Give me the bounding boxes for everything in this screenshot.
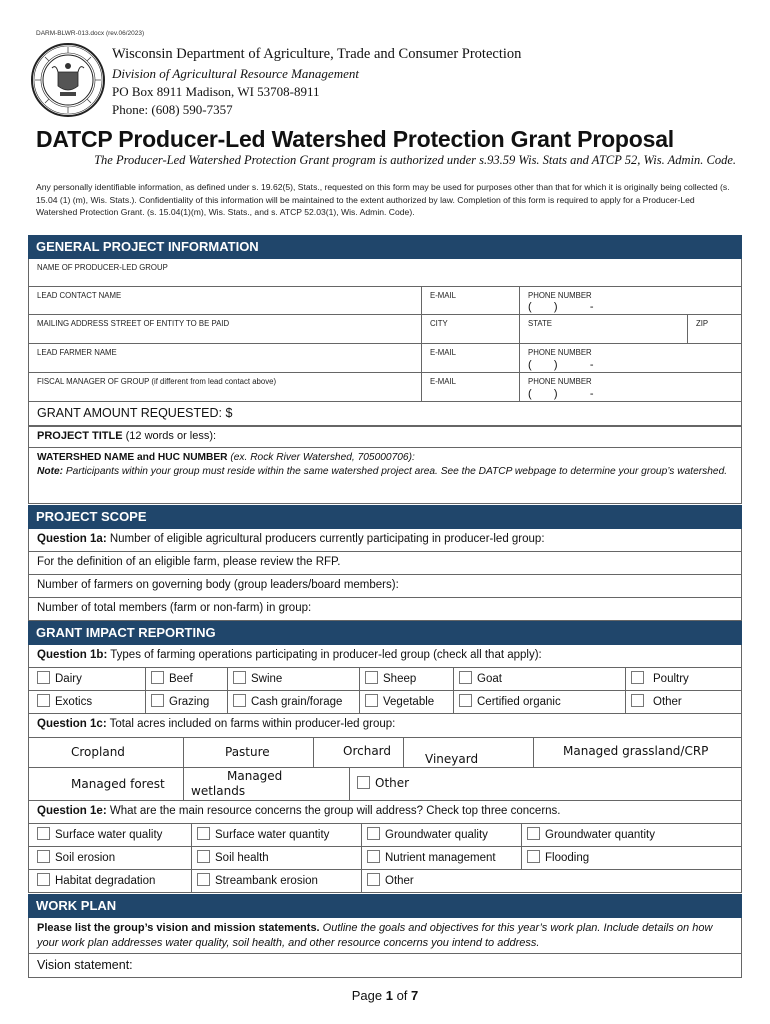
note-text: Participants within your group must reside within the same watershed project area. See the DATCP webpage to determine your group’s watershed. <box>63 466 728 477</box>
checkbox-icon <box>459 694 472 707</box>
checkbox-label: Sheep <box>383 673 417 685</box>
concerns-row-2 <box>28 847 742 870</box>
page-number <box>0 988 770 1003</box>
checkbox-flooding[interactable] <box>527 850 589 864</box>
checkbox-label: Swine <box>251 673 283 685</box>
q1b-row <box>28 645 742 668</box>
workplan-prompt-italic: Outline the goals and objectives for this year’s work plan. Include details on how your work plan addresses water quality, soil health, and other resource concerns you intend to address. <box>37 922 713 949</box>
q1e-label <box>37 805 561 817</box>
checkbox-icon <box>197 850 210 863</box>
grant-amount-field[interactable] <box>28 402 742 426</box>
acres-cropland-label: Cropland <box>71 745 125 759</box>
checkbox-label: Beef <box>169 673 193 685</box>
vision-statement-label: Vision statement: <box>37 958 133 972</box>
rfp-note-row <box>28 552 742 575</box>
current-page: 1 <box>385 988 393 1003</box>
checkbox-vegetable[interactable] <box>365 694 434 708</box>
checkbox-icon <box>151 694 164 707</box>
workplan-prompt-row <box>28 918 742 954</box>
email-label: E-MAIL <box>430 377 456 386</box>
state-seal-logo <box>30 42 106 118</box>
acres-orchard-label: Orchard <box>343 744 392 758</box>
q1e-row <box>28 801 742 824</box>
workplan-prompt <box>37 921 735 951</box>
checkbox-icon <box>631 671 644 684</box>
lead-farmer-row <box>28 344 742 373</box>
total-members-field[interactable] <box>28 598 742 621</box>
project-title-rest: (12 words or less): <box>122 430 217 442</box>
q1e-bold: Question 1e: <box>37 805 107 817</box>
checkbox-groundwater-quantity[interactable] <box>527 827 655 841</box>
checkbox-icon <box>365 671 378 684</box>
checkbox-icon <box>365 694 378 707</box>
checkbox-label: Soil erosion <box>55 852 116 864</box>
checkbox-icon <box>527 827 540 840</box>
concerns-row-1 <box>28 824 742 847</box>
fiscal-manager-email-field[interactable] <box>421 373 519 401</box>
governing-body-label: Number of farmers on governing body (group leaders/board members): <box>37 579 399 591</box>
checkbox-other-concern[interactable] <box>367 873 414 887</box>
checkbox-swine[interactable] <box>233 671 282 685</box>
acres-pasture-label: Pasture <box>225 745 270 759</box>
watershed-label <box>37 451 733 479</box>
page-of: of <box>392 988 412 1003</box>
q1b-text: Types of farming operations participating in producer-led group (check all that apply): <box>107 649 542 661</box>
checkbox-icon <box>233 694 246 707</box>
checkbox-surface-water-quantity[interactable] <box>197 827 329 841</box>
checkbox-grazing[interactable] <box>151 694 209 708</box>
checkbox-icon <box>357 776 370 789</box>
acres-forest-label: Managed forest <box>71 777 165 791</box>
checkbox-icon <box>459 671 472 684</box>
mailing-address-row <box>28 315 742 344</box>
privacy-notice: Any personally identifiable information, as defined under s. 19.62(5), Stats., requested on this form may be used for purposes other than that for which it is originally being collected (s. 15.04 (1) (m), Wis. Stats.). Confidentiality of this information will be maintained to the extent authorized by law. Completion of this form is required to apply for a Producer-Led Watershed Protection Grant. (s. 15.04(1)(m), Wis. Stats., and s. ATCP 52.03(1), Wis. Admin. Code). <box>36 182 730 217</box>
section-workplan-heading: WORK PLAN <box>28 894 742 918</box>
checkbox-nutrient-management[interactable] <box>367 850 496 864</box>
q1c-text: Total acres included on farms within producer-led group: <box>106 718 396 730</box>
acres-row-1 <box>28 738 742 768</box>
lead-farmer-email-field[interactable] <box>421 344 519 372</box>
acres-other-checkbox[interactable] <box>357 776 409 790</box>
checkbox-exotics[interactable] <box>37 694 92 708</box>
checkbox-certified-organic[interactable] <box>459 694 561 708</box>
checkbox-label: Cash grain/forage <box>251 696 343 708</box>
phone-blank: ( ) - <box>528 301 596 313</box>
checkbox-label: Certified organic <box>477 696 561 708</box>
checkbox-icon <box>367 873 380 886</box>
page-title: DATCP Producer-Led Watershed Protection Grant Proposal <box>36 126 674 152</box>
checkbox-icon <box>367 827 380 840</box>
agency-phone: Phone: (608) 590-7357 <box>112 102 233 117</box>
lead-contact-row <box>28 287 742 315</box>
phone-label: PHONE NUMBER <box>528 377 592 386</box>
email-label: E-MAIL <box>430 291 456 300</box>
q1a-text: Number of eligible agricultural producers currently participating in producer-led group: <box>106 533 545 545</box>
governing-body-field[interactable] <box>28 575 742 598</box>
acres-wetlands-label-2: wetlands <box>191 784 246 798</box>
q1b-bold: Question 1b: <box>37 649 108 661</box>
q1e-text: What are the main resource concerns the group will address? Check top three concerns. <box>106 805 561 817</box>
page-label: Page <box>351 988 386 1003</box>
grant-amount-label: GRANT AMOUNT REQUESTED: $ <box>37 406 233 420</box>
acres-row-2 <box>28 768 742 801</box>
acres-wetlands-label: Managed <box>227 769 283 783</box>
checkbox-label: Nutrient management <box>385 852 496 864</box>
ops-row-2 <box>28 691 742 714</box>
checkbox-label: Grazing <box>169 696 210 708</box>
fiscal-manager-label: FISCAL MANAGER OF GROUP (if different from lead contact above) <box>37 377 277 386</box>
section-general-heading: GENERAL PROJECT INFORMATION <box>28 235 742 259</box>
fiscal-manager-row <box>28 373 742 402</box>
zip-field[interactable] <box>687 315 741 343</box>
group-name-label: NAME OF PRODUCER-LED GROUP <box>37 263 168 272</box>
project-title-label <box>37 430 216 442</box>
checkbox-label: Soil health <box>215 852 269 864</box>
lead-contact-email-field[interactable] <box>421 287 519 314</box>
checkbox-sheep[interactable] <box>365 671 416 685</box>
lead-farmer-phone-field[interactable] <box>519 344 741 372</box>
q1c-label <box>37 718 395 730</box>
q1a-bold: Question 1a: <box>37 533 107 545</box>
project-title-field[interactable] <box>28 426 742 448</box>
watershed-example: (ex. Rock River Watershed, 705000706): <box>227 452 415 463</box>
watershed-bold: WATERSHED NAME and HUC NUMBER <box>37 452 228 463</box>
mailing-address-label: MAILING ADDRESS STREET OF ENTITY TO BE PAID <box>37 319 230 328</box>
checkbox-surface-water-quality[interactable] <box>37 827 162 841</box>
checkbox-icon <box>631 694 644 707</box>
lead-farmer-label: LEAD FARMER NAME <box>37 348 117 357</box>
checkbox-icon <box>151 671 164 684</box>
checkbox-label: Poultry <box>653 673 689 685</box>
checkbox-habitat-degradation[interactable] <box>37 873 155 887</box>
checkbox-icon <box>367 850 380 863</box>
city-label: CITY <box>430 319 448 328</box>
acres-other-label: Other <box>375 776 410 790</box>
phone-label: PHONE NUMBER <box>528 348 592 357</box>
q1c-bold: Question 1c: <box>37 718 107 730</box>
checkbox-icon <box>527 850 540 863</box>
agency-name: Wisconsin Department of Agriculture, Trade and Consumer Protection <box>112 46 522 62</box>
total-pages: 7 <box>411 988 419 1003</box>
lead-contact-label: LEAD CONTACT NAME <box>37 291 122 300</box>
checkbox-label: Vegetable <box>383 696 435 708</box>
checkbox-label: Surface water quantity <box>215 829 330 841</box>
acres-grassland-label: Managed grassland/CRP <box>563 744 709 758</box>
checkbox-beef[interactable] <box>151 671 193 685</box>
checkbox-label: Other <box>385 875 414 887</box>
state-label: STATE <box>528 319 552 328</box>
project-title-bold: PROJECT TITLE <box>37 430 123 442</box>
q1c-row <box>28 714 742 738</box>
checkbox-label: Surface water quality <box>55 829 163 841</box>
checkbox-icon <box>37 671 50 684</box>
email-label: E-MAIL <box>430 348 456 357</box>
checkbox-streambank-erosion[interactable] <box>197 873 318 887</box>
checkbox-dairy[interactable] <box>37 671 82 685</box>
checkbox-soil-health[interactable] <box>197 850 269 864</box>
vision-statement-field[interactable] <box>28 954 742 978</box>
agency-address: PO Box 8911 Madison, WI 53708-8911 <box>112 84 320 99</box>
q1a-field[interactable] <box>28 529 742 552</box>
group-name-field[interactable] <box>28 259 742 287</box>
phone-blank: ( ) - <box>528 388 596 400</box>
page-subtitle: The Producer-Led Watershed Protection Grant program is authorized under s.93.59 Wis. Stats and ATCP 52, Wis. Admin. Code. <box>94 153 736 167</box>
checkbox-icon <box>37 850 50 863</box>
total-members-label: Number of total members (farm or non-farm) in group: <box>37 602 312 614</box>
checkbox-icon <box>37 873 50 886</box>
checkbox-soil-erosion[interactable] <box>37 850 115 864</box>
checkbox-label: Groundwater quantity <box>545 829 655 841</box>
checkbox-label: Groundwater quality <box>385 829 488 841</box>
checkbox-label: Habitat degradation <box>55 875 156 887</box>
checkbox-icon <box>37 694 50 707</box>
checkbox-cash-grain[interactable] <box>233 694 342 708</box>
q1b-label <box>37 649 542 661</box>
checkbox-groundwater-quality[interactable] <box>367 827 488 841</box>
concerns-row-3 <box>28 870 742 893</box>
section-impact-heading: GRANT IMPACT REPORTING <box>28 621 742 645</box>
checkbox-label: Exotics <box>55 696 93 708</box>
checkbox-icon <box>197 827 210 840</box>
checkbox-icon <box>37 827 50 840</box>
rfp-note: For the definition of an eligible farm, please review the RFP. <box>37 556 341 568</box>
document-id: DARM-BLWR-013.docx (rev.06/2023) <box>36 30 145 37</box>
checkbox-label: Goat <box>477 673 502 685</box>
fiscal-manager-phone-field[interactable] <box>519 373 741 401</box>
note-bold: Note: <box>37 466 64 477</box>
zip-label: ZIP <box>696 319 709 328</box>
checkbox-goat[interactable] <box>459 671 502 685</box>
checkbox-other-operation[interactable] <box>631 694 682 708</box>
checkbox-label: Dairy <box>55 673 82 685</box>
workplan-prompt-bold: Please list the group’s vision and mission statements. <box>37 922 320 934</box>
division-name: Division of Agricultural Resource Management <box>112 66 359 81</box>
lead-contact-phone-field[interactable] <box>519 287 741 314</box>
checkbox-label: Streambank erosion <box>215 875 318 887</box>
watershed-field[interactable] <box>28 448 742 504</box>
checkbox-icon <box>197 873 210 886</box>
phone-blank: ( ) - <box>528 359 596 371</box>
acres-vineyard-label: Vineyard <box>425 752 479 766</box>
section-scope-heading: PROJECT SCOPE <box>28 505 742 529</box>
checkbox-label: Flooding <box>545 852 590 864</box>
phone-label: PHONE NUMBER <box>528 291 592 300</box>
ops-row-1 <box>28 668 742 691</box>
checkbox-label: Other <box>653 696 682 708</box>
checkbox-icon <box>233 671 246 684</box>
checkbox-poultry[interactable] <box>631 671 689 685</box>
q1a-label <box>37 533 545 545</box>
city-field[interactable] <box>421 315 519 343</box>
state-field[interactable] <box>519 315 687 343</box>
